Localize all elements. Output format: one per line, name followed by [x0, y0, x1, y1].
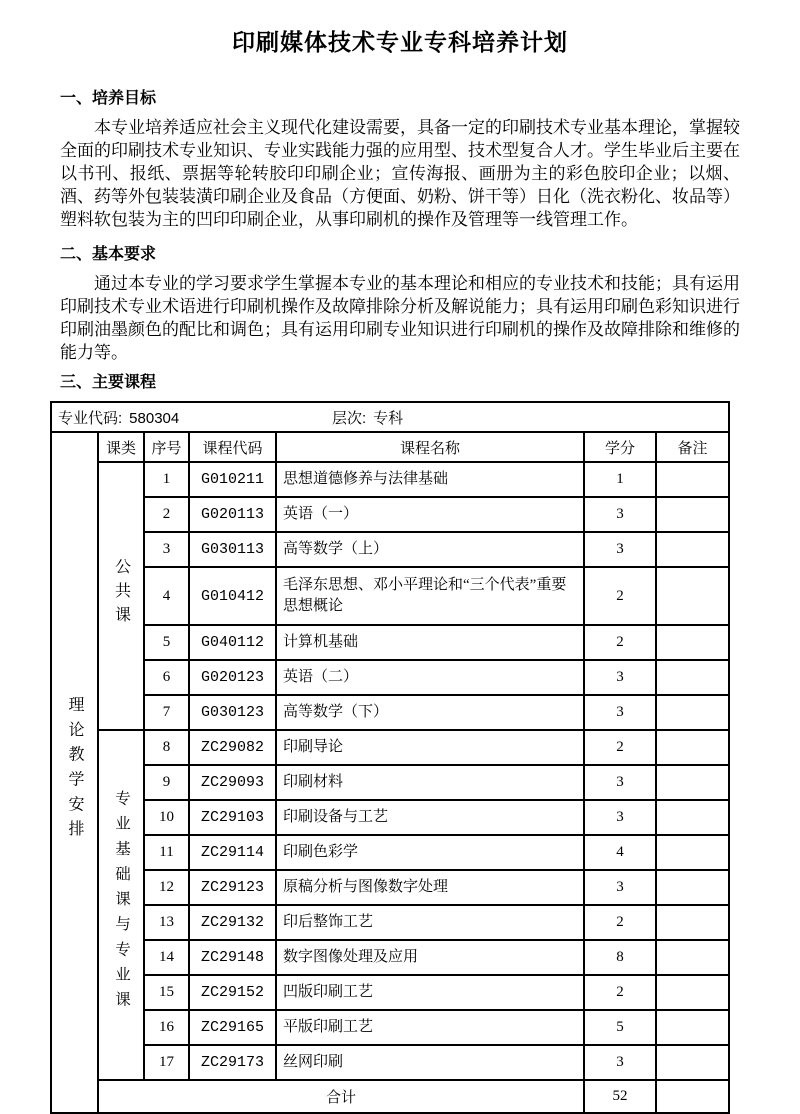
course-row	[51, 975, 729, 1010]
code-cell: G040112	[189, 625, 276, 660]
remark-cell	[656, 730, 729, 765]
seq-cell: 1	[144, 462, 189, 497]
credit-cell: 3	[584, 800, 656, 835]
course-row	[51, 695, 729, 730]
course-row	[51, 1045, 729, 1080]
course-row	[51, 532, 729, 567]
name-cell: 英语（一）	[276, 497, 584, 532]
credit-cell: 2	[584, 625, 656, 660]
credit-cell: 3	[584, 1045, 656, 1080]
meta-cell	[51, 402, 729, 432]
total-label-cell: 合计	[98, 1080, 584, 1113]
code-cell: ZC29114	[189, 835, 276, 870]
code-cell: ZC29123	[189, 870, 276, 905]
remark-cell	[656, 532, 729, 567]
remark-cell	[656, 497, 729, 532]
code-cell: ZC29152	[189, 975, 276, 1010]
remark-cell	[656, 695, 729, 730]
seq-cell: 7	[144, 695, 189, 730]
section-heading-objectives: 一、培养目标	[60, 90, 157, 107]
remark-cell	[656, 625, 729, 660]
credit-cell: 3	[584, 695, 656, 730]
credit-cell: 1	[584, 462, 656, 497]
seq-cell: 10	[144, 800, 189, 835]
remark-cell	[656, 1045, 729, 1080]
course-row	[51, 625, 729, 660]
code-cell: ZC29082	[189, 730, 276, 765]
code-cell: ZC29165	[189, 1010, 276, 1045]
seq-cell: 3	[144, 532, 189, 567]
seq-cell: 14	[144, 940, 189, 975]
major-code-label: 专业代码:	[58, 409, 123, 427]
doc-title: 印刷媒体技术专业专科培养计划	[232, 29, 568, 55]
remark-cell	[656, 660, 729, 695]
credit-cell: 2	[584, 730, 656, 765]
credit-cell: 3	[584, 497, 656, 532]
level-label: 层次:	[332, 409, 367, 427]
seq-cell: 11	[144, 835, 189, 870]
course-row	[51, 497, 729, 532]
name-cell: 凹版印刷工艺	[276, 975, 584, 1010]
seq-cell: 12	[144, 870, 189, 905]
basic-requirements-paragraph: 通过本专业的学习要求学生掌握本专业的基本理论和相应的专业技术和技能；具有运用印刷技术专业术语进行印刷机操作及故障排除分析及解说能力；具有运用印刷色彩知识进行印刷油墨颜色的配比和调色；具有运用印刷专业知识进行印刷机的操作及故障排除和维修的能力等。	[60, 274, 740, 362]
major-code-value: 580304	[129, 409, 180, 427]
name-cell: 印刷设备与工艺	[276, 800, 584, 835]
level-value: 专科	[373, 409, 404, 427]
section-heading-requirements: 二、基本要求	[60, 246, 157, 263]
code-cell: ZC29148	[189, 940, 276, 975]
seq-cell: 5	[144, 625, 189, 660]
name-cell: 原稿分析与图像数字处理	[276, 870, 584, 905]
col-header-credits: 学分	[584, 432, 656, 462]
name-cell: 毛泽东思想、邓小平理论和“三个代表”重要思想概论	[276, 567, 584, 625]
remark-cell	[656, 1010, 729, 1045]
code-cell: ZC29103	[189, 800, 276, 835]
code-cell: G020123	[189, 660, 276, 695]
name-cell: 高等数学（下）	[276, 695, 584, 730]
group-label-professional-courses: 专业基础课与专业课	[98, 730, 144, 1080]
col-header-course-code: 课程代码	[189, 432, 276, 462]
seq-cell: 8	[144, 730, 189, 765]
courses-table	[50, 401, 730, 1114]
credit-cell: 3	[584, 532, 656, 567]
course-row	[51, 800, 729, 835]
name-cell: 英语（二）	[276, 660, 584, 695]
code-cell: G020113	[189, 497, 276, 532]
code-cell: G010412	[189, 567, 276, 625]
seq-cell: 16	[144, 1010, 189, 1045]
credit-cell: 2	[584, 905, 656, 940]
code-cell: G030113	[189, 532, 276, 567]
remark-cell	[656, 765, 729, 800]
seq-cell: 15	[144, 975, 189, 1010]
remark-cell	[656, 800, 729, 835]
course-row	[51, 765, 729, 800]
course-row	[51, 730, 729, 765]
code-cell: ZC29093	[189, 765, 276, 800]
name-cell: 数字图像处理及应用	[276, 940, 584, 975]
course-row	[51, 660, 729, 695]
remark-cell	[656, 462, 729, 497]
course-row	[51, 870, 729, 905]
remark-cell	[656, 835, 729, 870]
code-cell: ZC29132	[189, 905, 276, 940]
name-cell: 平版印刷工艺	[276, 1010, 584, 1045]
course-row	[51, 462, 729, 497]
major-code-group	[58, 407, 332, 428]
credit-cell: 2	[584, 975, 656, 1010]
course-row	[51, 1010, 729, 1045]
course-row	[51, 905, 729, 940]
credit-cell: 4	[584, 835, 656, 870]
name-cell: 印刷导论	[276, 730, 584, 765]
credit-cell: 2	[584, 567, 656, 625]
name-cell: 印后整饰工艺	[276, 905, 584, 940]
name-cell: 印刷材料	[276, 765, 584, 800]
col-header-remark: 备注	[656, 432, 729, 462]
table-meta-row	[51, 402, 729, 432]
code-cell: ZC29173	[189, 1045, 276, 1080]
name-cell: 计算机基础	[276, 625, 584, 660]
seq-cell: 17	[144, 1045, 189, 1080]
remark-cell	[656, 567, 729, 625]
course-row	[51, 835, 729, 870]
training-objectives-paragraph: 本专业培养适应社会主义现代化建设需要，具备一定的印刷技术专业基本理论，掌握较全面的印刷技术专业知识、专业实践能力强的应用型、技术型复合人才。学生毕业后主要在以书刊、报纸、票据等轮转胶印印刷企业；宣传海报、画册为主的彩色胶印企业；以烟、酒、药等外包装装潢印刷企业及食品（方便面、奶粉、饼干等）日化（洗衣粉化、妆品等）塑料软包装为主的凹印印刷企业，从事印刷机的操作及管理等一线管理工作。	[60, 118, 740, 229]
name-cell: 高等数学（上）	[276, 532, 584, 567]
table-header-row	[51, 432, 729, 462]
seq-cell: 2	[144, 497, 189, 532]
name-cell: 印刷色彩学	[276, 835, 584, 870]
section-heading-courses: 三、主要课程	[60, 374, 157, 391]
seq-cell: 6	[144, 660, 189, 695]
seq-cell: 9	[144, 765, 189, 800]
credit-cell: 3	[584, 765, 656, 800]
total-credits-cell: 52	[584, 1080, 656, 1113]
level-group	[332, 410, 403, 427]
col-header-course-type: 课类	[98, 432, 144, 462]
course-row	[51, 567, 729, 625]
group-label-public-courses: 公共课	[98, 462, 144, 730]
name-cell: 丝网印刷	[276, 1045, 584, 1080]
col-header-seq: 序号	[144, 432, 189, 462]
side-label-theory-teaching: 理论教学安排	[66, 695, 83, 845]
name-cell: 思想道德修养与法律基础	[276, 462, 584, 497]
code-cell: G010211	[189, 462, 276, 497]
seq-cell: 4	[144, 567, 189, 625]
remark-cell	[656, 870, 729, 905]
side-label-cell	[51, 432, 98, 1113]
credit-cell: 3	[584, 870, 656, 905]
remark-cell	[656, 905, 729, 940]
remark-cell	[656, 975, 729, 1010]
credit-cell: 5	[584, 1010, 656, 1045]
credit-cell: 8	[584, 940, 656, 975]
col-header-course-name: 课程名称	[276, 432, 584, 462]
course-row	[51, 940, 729, 975]
credit-cell: 3	[584, 660, 656, 695]
remark-cell	[656, 940, 729, 975]
seq-cell: 13	[144, 905, 189, 940]
code-cell: G030123	[189, 695, 276, 730]
